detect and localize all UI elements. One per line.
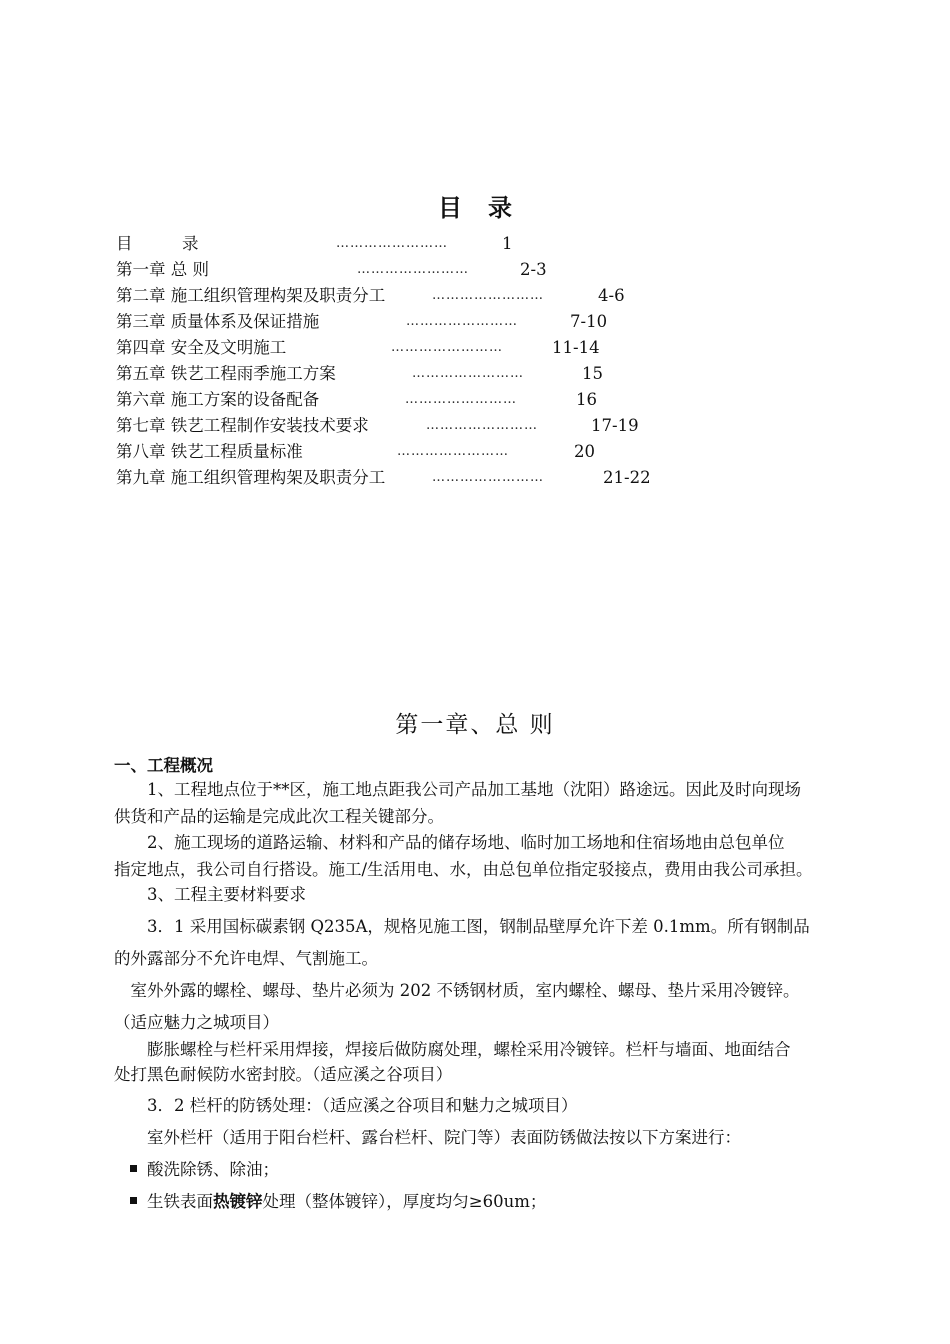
- paragraph-line: 室外外露的螺栓、螺母、垫片必须为 202 不锈钢材质，室内螺栓、螺母、垫片采用冷镀锌。: [114, 981, 800, 1000]
- bullet-item: [130, 1188, 546, 1215]
- toc-entry-label: 目 录: [116, 234, 199, 253]
- bullet-text: 酸洗除锈、除油；: [147, 1160, 279, 1179]
- bullet-text: 处理（整体镀锌），厚度均匀≥60um；: [262, 1192, 547, 1211]
- paragraph-line: 3．1 采用国标碳素钢 Q235A，规格见施工图，钢制品壁厚允许下差 0.1mm。所有钢制品: [114, 917, 810, 936]
- paragraph-line: 供货和产品的运输是完成此次工程关键部分。: [114, 807, 444, 826]
- toc-entry[interactable]: [116, 283, 716, 309]
- toc-entry-page: 20: [574, 442, 595, 461]
- toc-entry-dots: ……………………: [432, 288, 544, 303]
- toc-title: 目录: [438, 193, 538, 222]
- toc-entry-page: 11-14: [552, 338, 600, 357]
- toc-entry-page: 2-3: [520, 260, 547, 279]
- paragraph-line: 指定地点，我公司自行搭设。施工/生活用电、水，由总包单位指定驳接点，费用由我公司承担。: [114, 860, 813, 879]
- toc-entry-page: 21-22: [603, 468, 651, 487]
- toc-entry-page: 15: [582, 364, 603, 383]
- toc-entry[interactable]: [116, 231, 716, 257]
- toc-entry-label: 第二章 施工组织管理构架及职责分工: [116, 286, 386, 305]
- toc-entry-dots: ……………………: [406, 314, 518, 329]
- toc-entry-page: 7-10: [570, 312, 608, 331]
- paragraph-line: 3．2 栏杆的防锈处理：（适应溪之谷项目和魅力之城项目）: [114, 1096, 578, 1115]
- toc-entry-label: 第七章 铁艺工程制作安装技术要求: [116, 416, 369, 435]
- toc-entry-dots: ……………………: [426, 418, 538, 433]
- toc-entry-dots: ……………………: [397, 444, 509, 459]
- bullet-text-emphasis: 热镀锌: [213, 1192, 263, 1211]
- paragraph-line: 室外栏杆（适用于阳台栏杆、露台栏杆、院门等）表面防锈做法按以下方案进行：: [114, 1128, 741, 1147]
- paragraph-line: 的外露部分不允许电焊、气割施工。: [114, 949, 378, 968]
- section-heading: 一、工程概况: [114, 756, 213, 775]
- toc-entry-dots: ……………………: [412, 366, 524, 381]
- toc-entry-label: 第八章 铁艺工程质量标准: [116, 442, 303, 461]
- square-bullet-icon: [130, 1197, 137, 1204]
- toc-entry[interactable]: [116, 439, 716, 465]
- paragraph-line: （适应魅力之城项目）: [114, 1013, 279, 1032]
- toc-entry-label: 第三章 质量体系及保证措施: [116, 312, 320, 331]
- toc-entry-dots: ……………………: [357, 262, 469, 277]
- toc-entry-dots: ……………………: [405, 392, 517, 407]
- toc-entry[interactable]: [116, 335, 716, 361]
- toc-entry-label: 第一章 总 则: [116, 260, 209, 279]
- toc-entry[interactable]: [116, 413, 716, 439]
- paragraph-line: 2、施工现场的道路运输、材料和产品的储存场地、临时加工场地和住宿场地由总包单位: [114, 833, 785, 852]
- bullet-text: 生铁表面: [147, 1192, 213, 1211]
- toc-entry-label: 第九章 施工组织管理构架及职责分工: [116, 468, 386, 487]
- toc-entry-page: 16: [576, 390, 597, 409]
- paragraph-line: 处打黑色耐候防水密封胶。（适应溪之谷项目）: [114, 1065, 453, 1084]
- paragraph-line: 1、工程地点位于**区，施工地点距我公司产品加工基地（沈阳）路途远。因此及时向现场: [114, 780, 801, 799]
- toc-entry-label: 第四章 安全及文明施工: [116, 338, 287, 357]
- chapter-title: 第一章、总 则: [395, 712, 555, 738]
- paragraph-line: 膨胀螺栓与栏杆采用焊接，焊接后做防腐处理，螺栓采用冷镀锌。栏杆与墙面、地面结合: [114, 1040, 791, 1059]
- toc-entry[interactable]: [116, 387, 716, 413]
- toc-entry[interactable]: [116, 465, 716, 491]
- toc-entry[interactable]: [116, 257, 716, 283]
- toc-entry-dots: ……………………: [391, 340, 503, 355]
- toc-entry[interactable]: [116, 309, 716, 335]
- toc-entry-page: 4-6: [598, 286, 625, 305]
- toc-entry-page: 1: [502, 234, 513, 253]
- toc-entry-page: 17-19: [591, 416, 639, 435]
- toc-entry-dots: ……………………: [432, 470, 544, 485]
- paragraph-line: 3、工程主要材料要求: [114, 885, 306, 904]
- toc-entry[interactable]: [116, 361, 716, 387]
- square-bullet-icon: [130, 1165, 137, 1172]
- toc-entry-label: 第五章 铁艺工程雨季施工方案: [116, 364, 336, 383]
- toc-entry-dots: ……………………: [336, 236, 448, 251]
- bullet-item: [130, 1156, 279, 1183]
- toc-entry-label: 第六章 施工方案的设备配备: [116, 390, 320, 409]
- table-of-contents: [116, 231, 716, 491]
